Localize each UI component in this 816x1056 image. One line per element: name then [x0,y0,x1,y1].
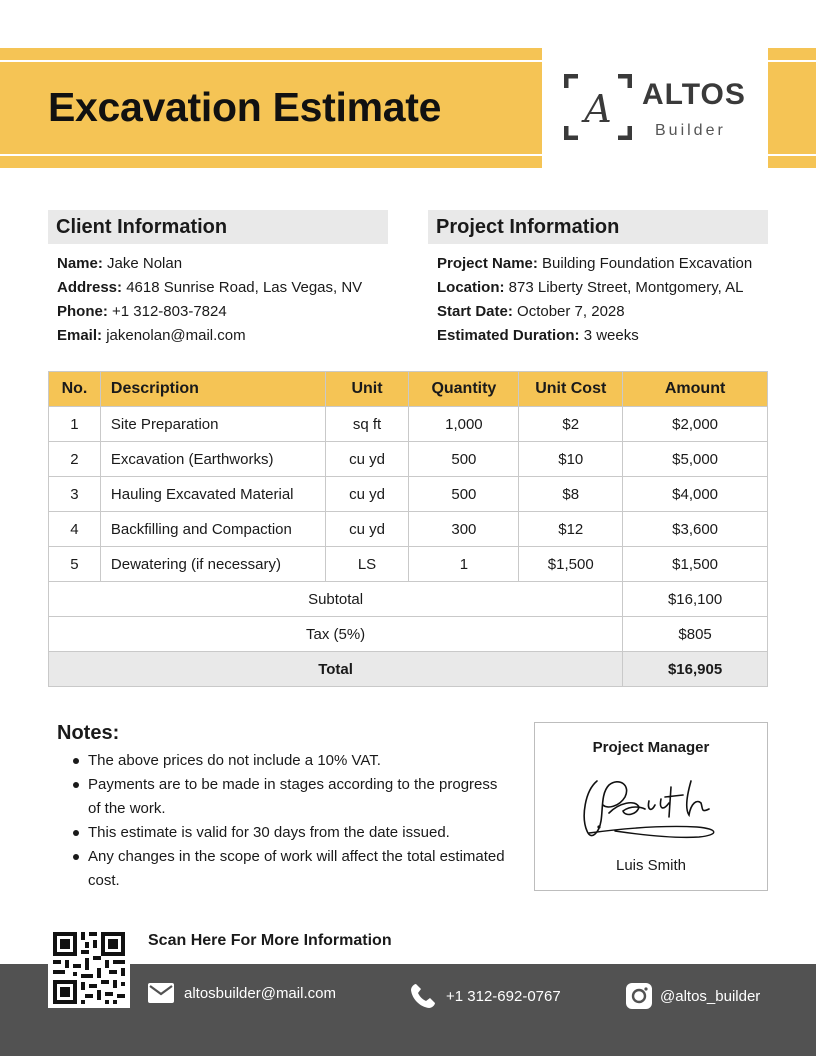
footer-phone[interactable] [410,983,561,1009]
cell-no: 1 [49,407,101,442]
column-header: No. [49,372,101,407]
column-header: Amount [623,372,768,407]
cell-quantity: 500 [409,442,519,477]
label: Email: [57,327,103,344]
phone-icon [410,983,436,1009]
cell-quantity: 1 [409,547,519,582]
note-item: The above prices do not include a 10% VAT. [88,749,508,773]
cell-description: Dewatering (if necessary) [100,547,325,582]
cell-unit-cost: $2 [519,407,623,442]
estimate-table [48,371,768,687]
table-row [49,442,768,477]
cell-description: Hauling Excavated Material [100,477,325,512]
total-row [49,652,768,687]
project-duration: 3 weeks [583,327,639,344]
client-phone: +1 312-803-7824 [112,303,227,320]
cell-description: Backfilling and Compaction [100,512,325,547]
client-info [57,252,362,348]
social-text: @altos_builder [660,987,761,1005]
tax-label: Tax (5%) [49,617,623,652]
label: Start Date: [437,303,513,320]
qr-code-icon [48,928,130,1008]
cell-amount: $3,600 [623,512,768,547]
cell-unit-cost: $8 [519,477,623,512]
logo-name: ALTOS [642,78,746,111]
note-item: Any changes in the scope of work will affect the total estimated cost. [88,845,508,893]
project-info [437,252,752,348]
email-text: altosbuilder@mail.com [184,984,336,1002]
logo-letter: A [584,87,612,131]
qr-code[interactable] [48,928,130,1008]
note-item: This estimate is valid for 30 days from the date issued. [88,821,508,845]
cell-unit-cost: $1,500 [519,547,623,582]
table-row [49,477,768,512]
phone-text: +1 312-692-0767 [446,987,561,1005]
note-item: Payments are to be made in stages according to the progress of the work. [88,773,508,821]
client-name: Jake Nolan [107,255,183,272]
label: Project Name: [437,255,538,272]
signature-box [534,722,768,891]
project-location: 873 Liberty Street, Montgomery, AL [508,279,744,296]
cell-no: 4 [49,512,101,547]
page-title: Excavation Estimate [48,84,442,130]
column-header: Unit [325,372,409,407]
footer-email[interactable] [148,983,336,1003]
table-row [49,407,768,442]
cell-description: Excavation (Earthworks) [100,442,325,477]
notes-list [88,749,508,893]
client-heading: Client Information [48,210,388,244]
label: Address: [57,279,123,296]
project-name: Building Foundation Excavation [542,255,753,272]
cell-unit: sq ft [325,407,409,442]
footer-social[interactable] [626,983,760,1009]
project-start-date: October 7, 2028 [517,303,625,320]
label: Location: [437,279,505,296]
label: Phone: [57,303,108,320]
cell-unit: cu yd [325,442,409,477]
cell-description: Site Preparation [100,407,325,442]
company-logo [542,48,768,168]
logo-subtitle: Builder [655,122,726,139]
subtotal-row [49,582,768,617]
table-row [49,512,768,547]
cell-no: 5 [49,547,101,582]
logo-mark-icon [564,74,632,140]
cell-no: 2 [49,442,101,477]
notes-title: Notes: [57,722,120,744]
cell-no: 3 [49,477,101,512]
cell-amount: $5,000 [623,442,768,477]
cell-unit-cost: $12 [519,512,623,547]
scan-text: Scan Here For More Information [148,932,392,949]
subtotal-value: $16,100 [623,582,768,617]
total-value: $16,905 [623,652,768,687]
cell-unit-cost: $10 [519,442,623,477]
cell-quantity: 1,000 [409,407,519,442]
cell-unit: cu yd [325,477,409,512]
tax-row [49,617,768,652]
column-header: Description [100,372,325,407]
mail-icon [148,983,174,1003]
column-header: Unit Cost [519,372,623,407]
header-band-right [768,48,816,168]
band-divider [0,60,542,62]
instagram-icon [626,983,652,1009]
cell-unit: LS [325,547,409,582]
cell-quantity: 300 [409,512,519,547]
label: Name: [57,255,103,272]
cell-amount: $2,000 [623,407,768,442]
column-header: Quantity [409,372,519,407]
total-label: Total [49,652,623,687]
handwritten-signature [579,773,725,853]
band-divider [768,154,816,156]
signature-name: Luis Smith [615,857,687,874]
cell-quantity: 500 [409,477,519,512]
cell-unit: cu yd [325,512,409,547]
band-divider [768,60,816,62]
project-heading: Project Information [428,210,768,244]
cell-amount: $1,500 [623,547,768,582]
table-header-row [49,372,768,407]
table-row [49,547,768,582]
subtotal-label: Subtotal [49,582,623,617]
cell-amount: $4,000 [623,477,768,512]
tax-value: $805 [623,617,768,652]
label: Estimated Duration: [437,327,580,344]
client-address: 4618 Sunrise Road, Las Vegas, NV [126,279,363,296]
client-email: jakenolan@mail.com [106,327,246,344]
band-divider [0,154,542,156]
signature-role: Project Manager [592,739,710,756]
